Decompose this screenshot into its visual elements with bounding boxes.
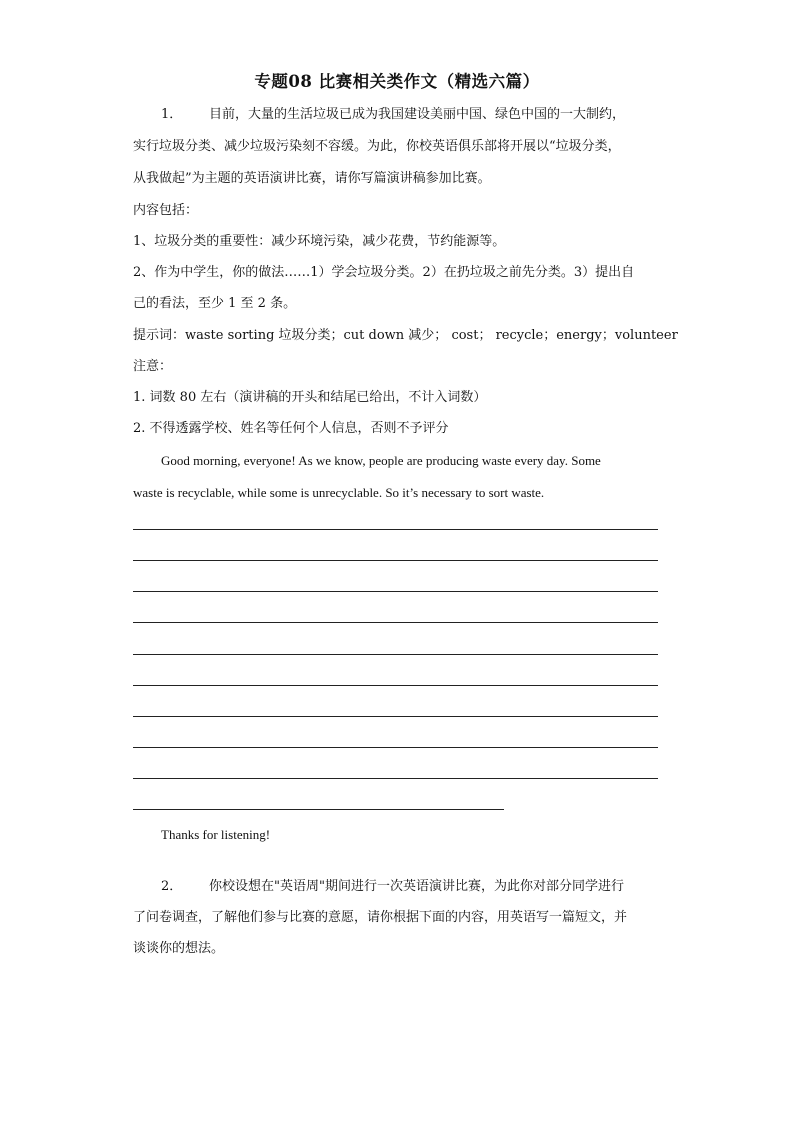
question-1-line-3: 从我做起”为主题的英语演讲比赛，请你写篇演讲稿参加比赛。 [133, 171, 491, 186]
question-2-line-2: 了问卷调查，了解他们参与比赛的意愿，请你根据下面的内容，用英语写一篇短文，并 [133, 910, 628, 925]
content-point-2-line-1: 2、作为中学生，你的做法……1）学会垃圾分类。2）在扔垃圾之前先分类。3）提出自 [133, 265, 635, 280]
writing-line [133, 529, 658, 530]
question-2-line-1 [133, 878, 663, 896]
content-point-2-line-2: 己的看法，至少 1 至 2 条。 [133, 296, 297, 311]
writing-line [133, 685, 658, 686]
writing-line [133, 560, 658, 561]
writing-line [133, 716, 658, 717]
question-1-line-2: 实行垃圾分类、减少垃圾污染刻不容缓。为此，你校英语俱乐部将开展以“垃圾分类， [133, 139, 621, 154]
writing-line [133, 591, 658, 592]
writing-line [133, 809, 504, 810]
page-title: 专题08 比赛相关类作文（精选六篇） [254, 72, 540, 91]
question-2-number: 2． [161, 879, 183, 894]
note-1: 1. 词数 80 左右（演讲稿的开头和结尾已给出，不计入词数） [133, 390, 487, 405]
content-heading: 内容包括： [133, 203, 199, 218]
writing-line [133, 622, 658, 623]
speech-opening-line-1: Good morning, everyone! As we know, people are producing waste every day. Some [161, 453, 601, 468]
hint-words: 提示词：waste sorting 垃圾分类；cut down 减少； cost； recycle；energy；volunteer [133, 328, 678, 343]
question-2-text-1: 你校设想在"英语周"期间进行一次英语演讲比赛，为此你对部分同学进行 [209, 879, 624, 894]
writing-line [133, 654, 658, 655]
speech-closing: Thanks for listening! [161, 827, 271, 842]
writing-line [133, 747, 658, 748]
question-1-text-1: 目前，大量的生活垃圾已成为我国建设美丽中国、绿色中国的一大制约， [209, 107, 626, 122]
note-2: 2. 不得透露学校、姓名等任何个人信息，否则不予评分 [133, 421, 449, 436]
speech-opening-line-2: waste is recyclable, while some is unrecyclable. So it’s necessary to sort waste. [133, 485, 545, 500]
question-1-line-1 [133, 106, 663, 124]
writing-line [133, 778, 658, 779]
question-2-line-3: 谈谈你的想法。 [133, 941, 225, 956]
question-1-number: 1． [161, 107, 183, 122]
note-heading: 注意： [133, 359, 173, 374]
content-point-1: 1、垃圾分类的重要性：减少环境污染，减少花费，节约能源等。 [133, 234, 506, 249]
